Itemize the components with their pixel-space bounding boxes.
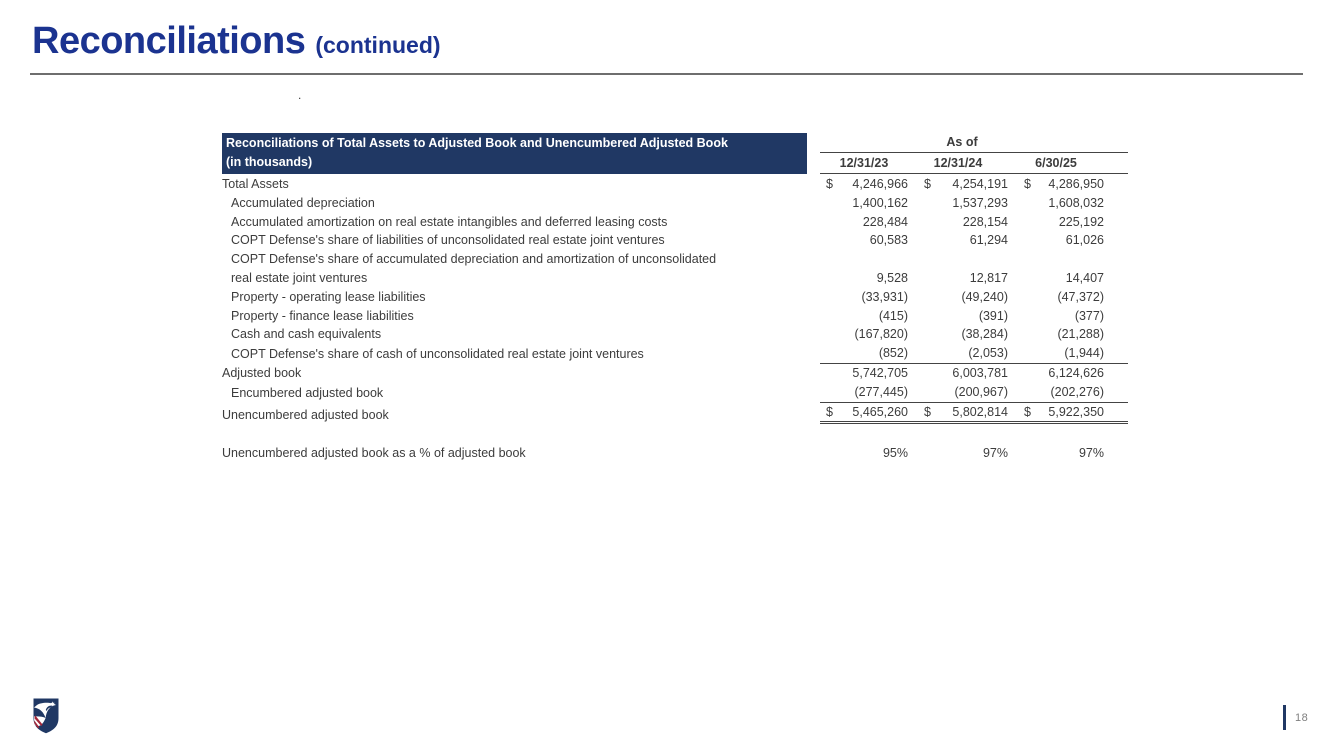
value-cell: 97% — [982, 446, 1008, 461]
row-label-group — [222, 288, 807, 307]
cell-value: 12,817 — [969, 270, 1008, 285]
row-label: Property - finance lease liabilities — [231, 308, 414, 323]
cell-value: 1,608,032 — [1048, 195, 1104, 210]
value-cell — [908, 175, 1008, 194]
table-row — [222, 364, 1128, 383]
dollar-sign: $ — [1024, 177, 1031, 191]
value-cell — [820, 383, 908, 402]
value-cell — [1008, 231, 1104, 250]
table-title-band — [222, 133, 807, 174]
cell-value: (377) — [1074, 308, 1104, 323]
cell-value: 60,583 — [869, 233, 908, 248]
shield-icon — [33, 698, 59, 734]
value-cell — [820, 269, 908, 288]
column-header-date: 12/31/23 — [839, 156, 889, 170]
cell-value: (852) — [878, 346, 908, 361]
value-spacer — [1104, 383, 1128, 402]
cell-value: 225,192 — [1058, 214, 1104, 229]
cell-value: (200,967) — [954, 384, 1008, 399]
value-cell — [1008, 175, 1104, 194]
row-label: COPT Defense's share of liabilities of unconsolidated real estate joint ventures — [231, 233, 665, 248]
table-row — [222, 231, 1128, 250]
value-cell — [908, 269, 1008, 288]
value-cell — [908, 213, 1008, 232]
cell-value: (391) — [978, 308, 1008, 323]
row-label: Unencumbered adjusted book as a % of adjusted book — [222, 446, 526, 461]
row-label-group — [222, 384, 807, 403]
title-divider-rule — [30, 73, 1303, 75]
value-spacer — [1104, 288, 1128, 307]
row-values — [820, 175, 1128, 194]
value-cell — [1008, 288, 1104, 307]
row-label-group — [222, 406, 807, 425]
value-spacer — [1104, 307, 1128, 326]
value-cell: 97% — [1078, 446, 1104, 461]
row-label: Cash and cash equivalents — [231, 327, 382, 342]
column-header-date: 12/31/24 — [933, 156, 983, 170]
cell-value: 14,407 — [1065, 270, 1104, 285]
value-spacer — [1104, 175, 1128, 194]
row-label-group — [222, 444, 807, 463]
row-label: COPT Defense's share of accumulated depreciation and amortization of unconsolidated — [231, 252, 717, 267]
page-number: 18 — [1295, 711, 1309, 724]
value-cell — [820, 364, 908, 383]
value-cell — [908, 288, 1008, 307]
value-cell — [908, 307, 1008, 326]
value-cell — [1008, 364, 1104, 383]
row-label-group — [222, 325, 807, 344]
value-cell — [1008, 383, 1104, 402]
cell-value: 4,286,950 — [1048, 177, 1104, 191]
value-cell — [820, 231, 908, 250]
dollar-sign: $ — [924, 404, 931, 419]
row-values — [820, 383, 1128, 403]
row-label-group — [222, 250, 807, 288]
cell-value: (1,944) — [1064, 346, 1104, 361]
value-cell — [908, 403, 1008, 422]
cell-value: 4,246,966 — [852, 177, 908, 191]
row-label: Adjusted book — [222, 365, 302, 380]
as-of-label: As of — [946, 135, 978, 149]
value-cell — [1008, 403, 1104, 422]
row-label: Encumbered adjusted book — [231, 385, 384, 400]
value-cell — [908, 344, 1008, 363]
table-row — [222, 250, 1128, 288]
row-values — [820, 307, 1128, 326]
copt-defense-shield-logo — [33, 698, 59, 739]
cell-value: (33,931) — [861, 289, 908, 304]
row-values — [820, 364, 1128, 383]
value-cell — [908, 194, 1008, 213]
value-cell — [1008, 194, 1104, 213]
value-cell — [820, 307, 908, 326]
row-values — [820, 444, 1128, 463]
date-header-row — [820, 153, 1128, 174]
row-values — [820, 344, 1128, 364]
row-label-group — [222, 213, 807, 232]
column-header-spacer — [1104, 153, 1128, 173]
row-label-group — [222, 194, 807, 213]
value-cell — [820, 344, 908, 363]
row-values — [820, 213, 1128, 232]
cell-value: (2,053) — [968, 346, 1008, 361]
value-cell — [1008, 269, 1104, 288]
value-cell — [908, 364, 1008, 383]
row-label-group — [222, 307, 807, 326]
value-spacer — [1104, 364, 1128, 383]
table-title-line2: (in thousands) — [226, 155, 313, 169]
row-label: Accumulated depreciation — [231, 195, 375, 210]
cell-value: 5,742,705 — [852, 365, 908, 380]
value-cell — [1008, 344, 1104, 363]
row-label: Property - operating lease liabilities — [231, 289, 426, 304]
cell-value: (277,445) — [854, 384, 908, 399]
cell-value: (202,276) — [1050, 384, 1104, 399]
page-title-suffix: (continued) — [315, 32, 441, 58]
value-cell — [1008, 213, 1104, 232]
dollar-sign: $ — [826, 177, 833, 191]
row-values — [820, 325, 1128, 344]
cell-value: (38,284) — [961, 327, 1008, 342]
cell-value: 61,294 — [969, 233, 1008, 248]
cell-value: (167,820) — [854, 327, 908, 342]
value-cell — [820, 325, 908, 344]
row-label: Unencumbered adjusted book — [222, 407, 389, 422]
cell-value: 6,003,781 — [952, 365, 1008, 380]
page-title — [32, 20, 441, 63]
row-label: COPT Defense's share of cash of unconsolidated real estate joint ventures — [231, 347, 644, 362]
row-label-group — [222, 345, 807, 364]
stray-dot: . — [298, 88, 302, 102]
row-label-group — [222, 175, 807, 194]
cell-value: (47,372) — [1057, 289, 1104, 304]
table-row — [222, 403, 1128, 425]
cell-value: 5,465,260 — [852, 404, 908, 419]
cell-value: 5,922,350 — [1048, 404, 1104, 419]
cell-value: (21,288) — [1057, 327, 1104, 342]
cell-value: (415) — [878, 308, 908, 323]
value-cell — [820, 213, 908, 232]
value-spacer — [1104, 231, 1128, 250]
column-header-date: 6/30/25 — [1035, 156, 1077, 170]
row-values — [820, 288, 1128, 307]
row-values — [820, 269, 1128, 288]
cell-value: 61,026 — [1065, 233, 1104, 248]
table-row — [222, 344, 1128, 364]
value-cell — [820, 288, 908, 307]
cell-value: 4,254,191 — [952, 177, 1008, 191]
reconciliation-table — [222, 133, 1128, 463]
value-cell: 95% — [882, 446, 908, 461]
row-label-group — [222, 364, 807, 383]
value-spacer — [1104, 194, 1128, 213]
cell-value: 1,400,162 — [852, 195, 908, 210]
cell-value: 5,802,814 — [952, 404, 1008, 419]
row-values — [820, 403, 1128, 425]
value-cell — [820, 194, 908, 213]
row-label: Accumulated amortization on real estate intangibles and deferred leasing costs — [231, 214, 668, 229]
cell-value: 228,154 — [962, 214, 1008, 229]
table-row — [222, 175, 1128, 194]
value-cell — [1008, 325, 1104, 344]
page-marker-bar — [1283, 705, 1286, 730]
value-cell — [820, 175, 908, 194]
cell-value: (49,240) — [961, 289, 1008, 304]
table-body — [222, 175, 1128, 424]
value-cell — [820, 403, 908, 422]
value-cell — [908, 325, 1008, 344]
dollar-sign: $ — [1024, 404, 1031, 419]
cell-value: 1,537,293 — [952, 195, 1008, 210]
cell-value: 9,528 — [876, 270, 908, 285]
dollar-sign: $ — [924, 177, 931, 191]
row-label-group — [222, 231, 807, 250]
value-cell — [908, 231, 1008, 250]
table-column-headers — [820, 133, 1128, 174]
as-of-header-row — [820, 133, 1128, 153]
row-label: Total Assets — [222, 177, 289, 191]
table-row — [222, 383, 1128, 403]
table-header — [222, 133, 1128, 174]
page-title-text: Reconciliations — [32, 20, 306, 62]
row-label: real estate joint ventures — [231, 270, 368, 285]
table-title-line1: Reconciliations of Total Assets to Adjusted Book and Unencumbered Adjusted Book — [226, 136, 728, 150]
table-row — [222, 307, 1128, 326]
page-marker — [1283, 705, 1308, 730]
table-row — [222, 194, 1128, 213]
row-values — [820, 194, 1128, 213]
cell-value: 228,484 — [862, 214, 908, 229]
value-spacer — [1104, 325, 1128, 344]
value-spacer — [1104, 269, 1128, 288]
table-row — [222, 213, 1128, 232]
table-row — [222, 288, 1128, 307]
row-values — [820, 231, 1128, 250]
value-cell — [908, 383, 1008, 402]
value-spacer — [1104, 444, 1128, 463]
value-spacer — [1104, 213, 1128, 232]
cell-value: 6,124,626 — [1048, 365, 1104, 380]
value-spacer — [1104, 403, 1128, 422]
percent-row — [222, 444, 1128, 463]
value-cell — [1008, 307, 1104, 326]
table-row — [222, 325, 1128, 344]
value-spacer — [1104, 344, 1128, 363]
dollar-sign: $ — [826, 404, 833, 419]
